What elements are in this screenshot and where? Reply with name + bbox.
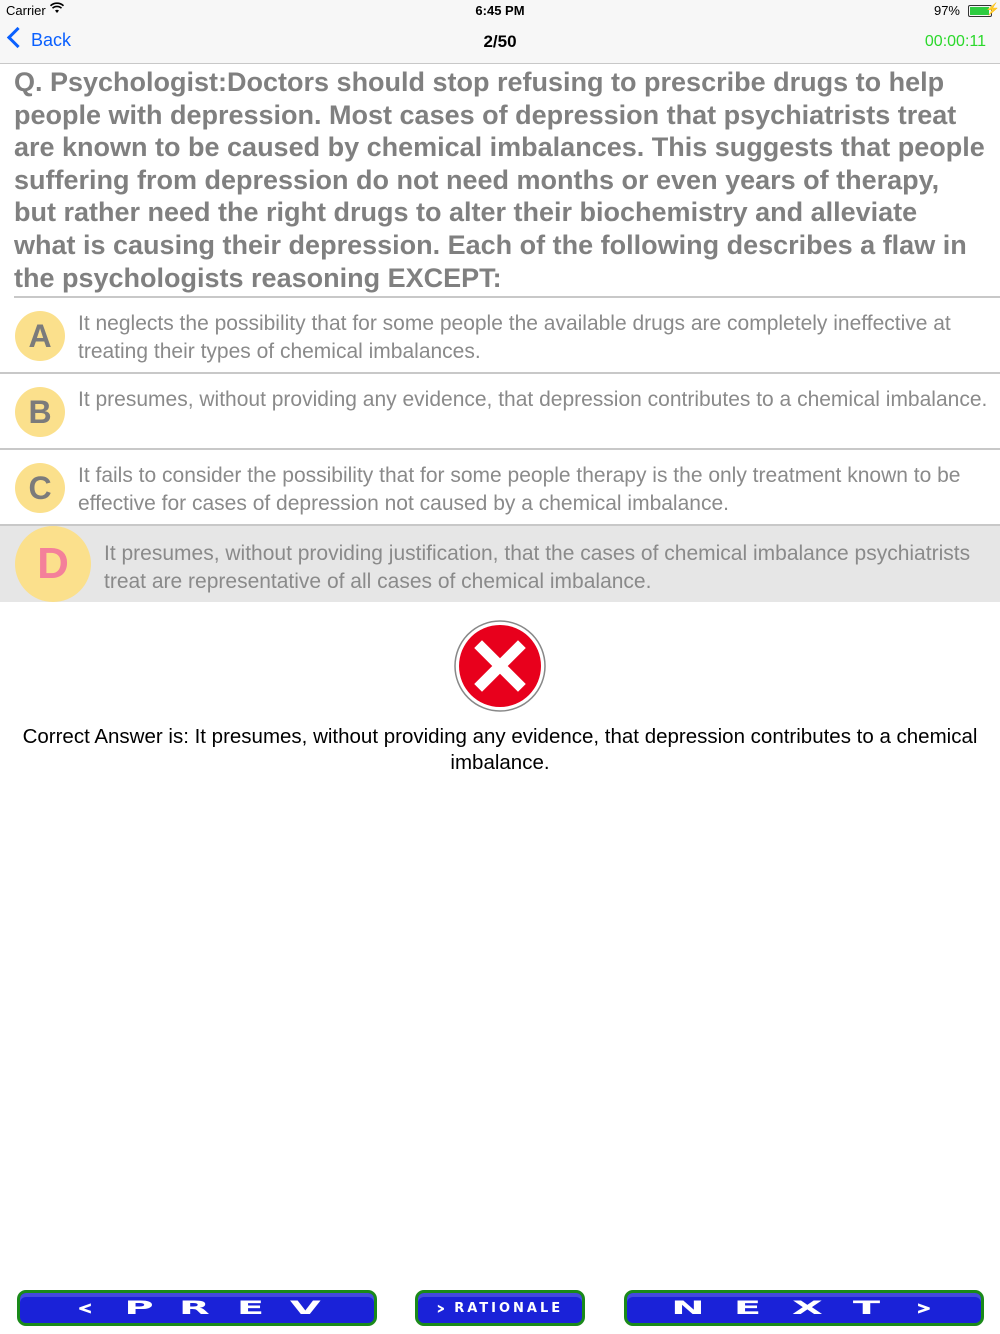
chevron-right-icon: › bbox=[913, 1295, 934, 1321]
back-label: Back bbox=[31, 30, 72, 50]
option-b[interactable] bbox=[0, 374, 1000, 450]
navigation-bar bbox=[0, 20, 1000, 64]
option-d[interactable] bbox=[0, 526, 1000, 602]
question-counter: 2/50 bbox=[483, 32, 517, 51]
option-text-a: It neglects the possibility that for some people the available drugs are completely ineffective at treating their types of chemical imbalances. bbox=[78, 312, 951, 363]
next-button[interactable] bbox=[624, 1290, 984, 1326]
elapsed-timer: 00:00:11 bbox=[924, 33, 986, 50]
option-text-d: It presumes, without providing justification, that the cases of chemical imbalance psychiatrists treat are representative of all cases of chemical imbalance. bbox=[104, 542, 971, 593]
prev-letter: V bbox=[290, 1297, 322, 1319]
option-letter-c: C bbox=[15, 463, 65, 513]
prev-letter: P bbox=[123, 1297, 154, 1319]
option-letter-b: B bbox=[15, 387, 65, 437]
next-letter: E bbox=[734, 1297, 762, 1319]
answer-options bbox=[0, 298, 1000, 602]
next-letter: X bbox=[792, 1297, 823, 1319]
question-text: Q. Psychologist:Doctors should stop refusing to prescribe drugs to help people with depression. Most cases of depression that psychiatrists treat are known to be caused by chemical imbalances. This suggests that people suffering from depression do not need months or even years of therapy, but rather need the right drugs to alter their biochemistry and alleviate what is causing their depression. Each of the following describes a flaw in the psychologists reasoning EXCEPT: bbox=[14, 67, 985, 293]
clock: 6:45 PM bbox=[475, 3, 525, 18]
option-c[interactable] bbox=[0, 450, 1000, 526]
rationale-button[interactable] bbox=[415, 1290, 585, 1326]
correct-answer-text: Correct Answer is: It presumes, without providing any evidence, that depression contributes to a chemical imbalance. bbox=[22, 725, 978, 774]
next-letter: T bbox=[853, 1297, 881, 1319]
prev-button[interactable] bbox=[17, 1290, 377, 1326]
prev-letter: E bbox=[236, 1297, 264, 1319]
option-letter-a: A bbox=[15, 311, 65, 361]
charging-icon: ⚡ bbox=[985, 2, 1000, 16]
chevron-left-icon: ‹ bbox=[75, 1295, 96, 1321]
next-letter: N bbox=[671, 1297, 705, 1319]
option-text-c: It fails to consider the possibility that for some people therapy is the only treatment known to be effective for cases of depression not caused by a chemical imbalance. bbox=[78, 464, 961, 515]
carrier-label: Carrier bbox=[6, 3, 46, 18]
option-letter-d: D bbox=[15, 526, 91, 602]
option-text-b: It presumes, without providing any evidence, that depression contributes to a chemical imbalance. bbox=[78, 388, 988, 411]
wrong-x-icon bbox=[454, 620, 546, 712]
option-a[interactable] bbox=[0, 298, 1000, 374]
status-bar bbox=[0, 0, 1000, 20]
rationale-label: RATIONALE bbox=[454, 1300, 564, 1316]
chevron-right-icon: › bbox=[435, 1297, 446, 1319]
battery-percent: 97% bbox=[933, 3, 960, 18]
prev-letter: R bbox=[179, 1297, 211, 1319]
